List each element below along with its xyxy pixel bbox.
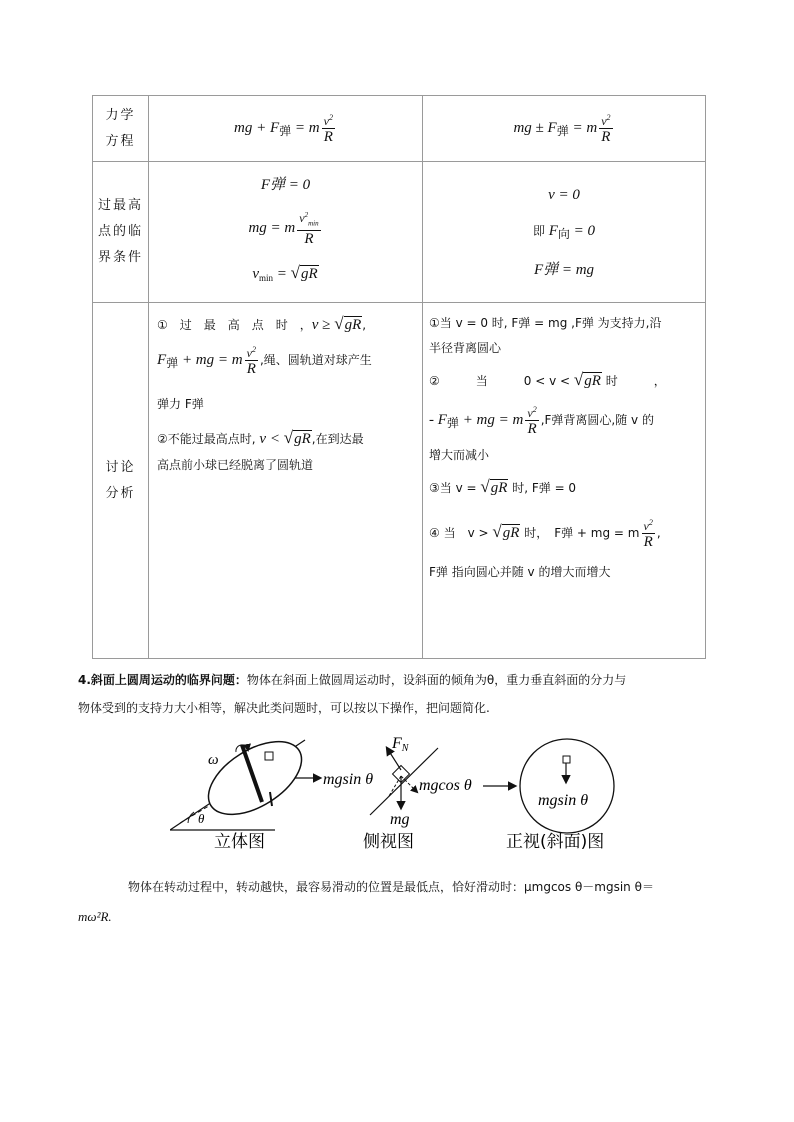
critical-rope <box>149 162 423 303</box>
section4-paragraph: 4.斜面上圆周运动的临界问题：物体在斜面上做圆周运动时，设斜面的倾角为θ，重力垂直斜面的分力与 物体受到的支持力大小相等，解决此类问题时，可以按以下操作，把问题简化. <box>78 673 627 715</box>
caption-side: 侧视图 <box>363 832 414 852</box>
row-label-discuss: 讨论 分析 <box>93 303 149 659</box>
comparison-table <box>92 95 706 659</box>
caption-front: 正视(斜面)图 <box>506 832 605 852</box>
discuss-rod: ①当 v = 0 时, F弹 = mg ,F弹 为支持力,沿 半径背离圆心 ② 当 0 < v < √gR 时 ， - $F_弹$ + mg = m $\frac{v^2}{R}$ ,F弹背离圆心,随 v 的 增大而减小 ③当 v = √gR 时, F弹 = 0 ④ 当 v > √gR 时， F弹 + mg = m $\frac{v^2}{R}$ , F弹 指向圆心并随 v 的增大而增大 <box>423 303 706 659</box>
section4-heading: 4.斜面上圆周运动的临界问题： <box>78 673 247 687</box>
critical-rope-line3: $v_{min} = √gR$ <box>252 262 318 283</box>
critical-rod <box>423 162 706 303</box>
incline-circular-motion-figure <box>170 730 630 855</box>
three-d-view <box>170 730 314 830</box>
row-label-mechanics: 力学 方程 <box>93 96 149 162</box>
row-label-critical: 过最高 点的临 界条件 <box>93 162 149 303</box>
equation-rope: mg + $F_弹 = m$ $\frac{v^2}{R}$ <box>149 96 423 162</box>
mgcos-label: mgcos θ <box>419 777 472 794</box>
omega-label: ω <box>208 752 219 768</box>
fn-label: FN <box>392 735 409 754</box>
front-view <box>520 739 614 833</box>
mg-label: mg <box>390 811 410 828</box>
conclusion-paragraph: 物体在转动过程中，转动越快，最容易滑动的位置是最低点，恰好滑动时：μmgcos θ－mgsin θ＝ mω²R. <box>78 880 654 924</box>
theta-label: θ <box>198 811 205 826</box>
critical-rod-line1: v = 0 <box>548 186 580 203</box>
discuss-rope: ① 过 最 高 点 时 ，v ≥ √gR, $F_弹$ + mg = m $\frac{v^2}{R}$ ,绳、圆轨道对球产生 弹力 F弹 ②不能过最高点时, v < √gR,在到达最 高点前小球已经脱离了圆轨道 <box>149 303 423 659</box>
caption-3d: 立体图 <box>214 832 265 852</box>
critical-rope-line1: F弹 = 0 <box>260 176 311 193</box>
critical-rod-line3: F弹 = mg <box>533 261 595 278</box>
force-along-label: mgsin θ <box>323 771 374 788</box>
front-force-label: mgsin θ <box>538 792 589 809</box>
equation-rod: mg ± $F_弹 = m$ $\frac{v^2}{R}$ <box>423 96 706 162</box>
critical-rod-line2: 即 $F_向 = 0$ <box>532 222 596 241</box>
critical-rope-line2: mg = m $\frac{v^2_{min}}{R}$ <box>149 200 422 256</box>
